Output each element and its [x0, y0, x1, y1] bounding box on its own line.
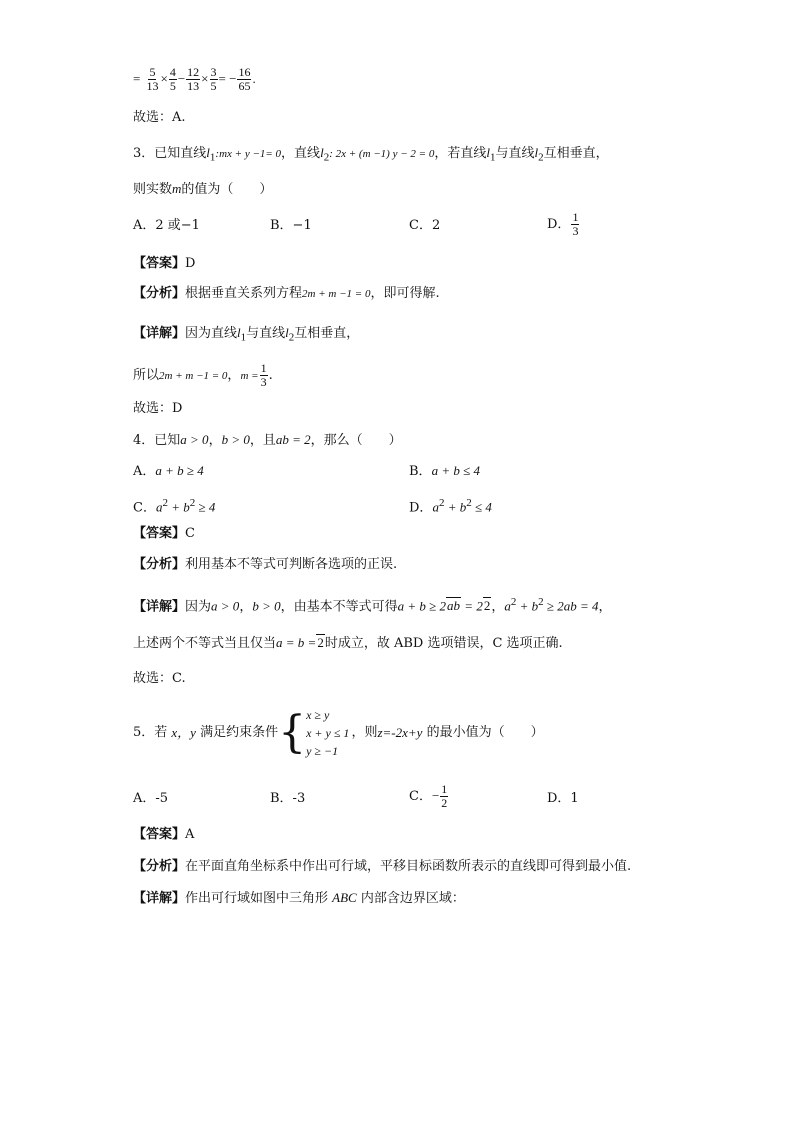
- q4-option-a: A．a + b ≥ 4: [133, 463, 204, 479]
- top-conclusion: 故选：A.: [133, 110, 186, 125]
- fraction: $\frac{12}{13}$: [187, 65, 200, 93]
- q4-option-c: C．$a^2 + b^2 \ge 4$: [133, 497, 216, 516]
- q4-condition: 上述两个不等式当且仅当a = b =2时成立，故 ABD 选项错误，C 选项正确.: [133, 635, 563, 651]
- q3-so: 所以2m + m −1 = 0，m = $\frac{1}{3}$ .: [133, 361, 273, 389]
- top-equation: = $\frac{5}{13}$ × $\frac{4}{5}$ − $\frac{12}{13}$ × $\frac{3}{5}$ = − $\frac{16}{65}$ .: [133, 65, 256, 93]
- q5-option-b: B．-3: [270, 791, 306, 806]
- fraction: $\frac{1}{3}$: [572, 210, 579, 238]
- q4-detail: 【详解】因为a > 0，b > 0，由基本不等式可得a + b ≥ 2ab = 22，$a^2 + b^2 \ge 2ab = 4$，: [133, 596, 612, 615]
- q4-conclusion: 故选：C.: [133, 671, 186, 686]
- q3-conclusion: 故选：D: [133, 401, 183, 416]
- q3-option-b: B．−1: [270, 218, 312, 233]
- q5-stem: 5．若 x，y 满足约束条件 { x ≥ y x + y ≤ 1 y ≥ −1 ，则z=-2x+y 的最小值为（ ）: [133, 707, 544, 758]
- q5-answer: 【答案】A: [133, 827, 195, 842]
- fraction: $\frac{5}{13}$: [146, 65, 159, 93]
- q4-stem: 4．已知a > 0，b > 0，且ab = 2，那么（ ）: [133, 432, 402, 448]
- q4-answer: 【答案】C: [133, 526, 195, 541]
- q5-option-a: A．-5: [133, 791, 169, 806]
- q5-analysis: 【分析】在平面直角坐标系中作出可行域，平移目标函数所表示的直线即可得到最小值.: [133, 859, 632, 874]
- q3-stem-line2: 则实数m的值为（ ）: [133, 181, 273, 197]
- q3-stem: 3．已知直线$l_1:mx + y -1= 0$，直线$l_2$: 2x + (m −1) y − 2 = 0，若直线$l_1$与直线$l_2$互相垂直，: [133, 145, 609, 164]
- q3-option-c: C．2: [409, 218, 441, 233]
- fraction: $\frac{3}{5}$: [210, 65, 217, 93]
- fraction: $\frac{1}{2}$: [441, 782, 448, 810]
- q3-detail: 【详解】因为直线$l_1$与直线$l_2$互相垂直，: [133, 325, 360, 344]
- q5-option-c: C．− $\frac{1}{2}$: [409, 782, 448, 810]
- q3-answer: 【答案】D: [133, 256, 196, 271]
- q3-option-a: A．2 或−1: [133, 218, 200, 233]
- q4-option-d: D．$a^2 + b^2 \le 4$: [409, 497, 492, 516]
- q5-detail: 【详解】作出可行域如图中三角形 ABC 内部含边界区域：: [133, 890, 465, 906]
- constraint-system: { x ≥ y x + y ≤ 1 y ≥ −1: [278, 707, 350, 758]
- fraction: $\frac{1}{3}$: [260, 361, 267, 389]
- q3-option-d: D． $\frac{1}{3}$: [547, 210, 579, 238]
- q4-option-b: B．a + b ≤ 4: [409, 463, 480, 479]
- fraction: $\frac{16}{65}$: [238, 65, 251, 93]
- q4-analysis: 【分析】利用基本不等式可判断各选项的正误.: [133, 557, 398, 572]
- q3-analysis: 【分析】根据垂直关系列方程2m + m −1 = 0，即可得解.: [133, 286, 440, 301]
- fraction: $\frac{4}{5}$: [169, 65, 176, 93]
- q5-option-d: D．1: [547, 791, 579, 806]
